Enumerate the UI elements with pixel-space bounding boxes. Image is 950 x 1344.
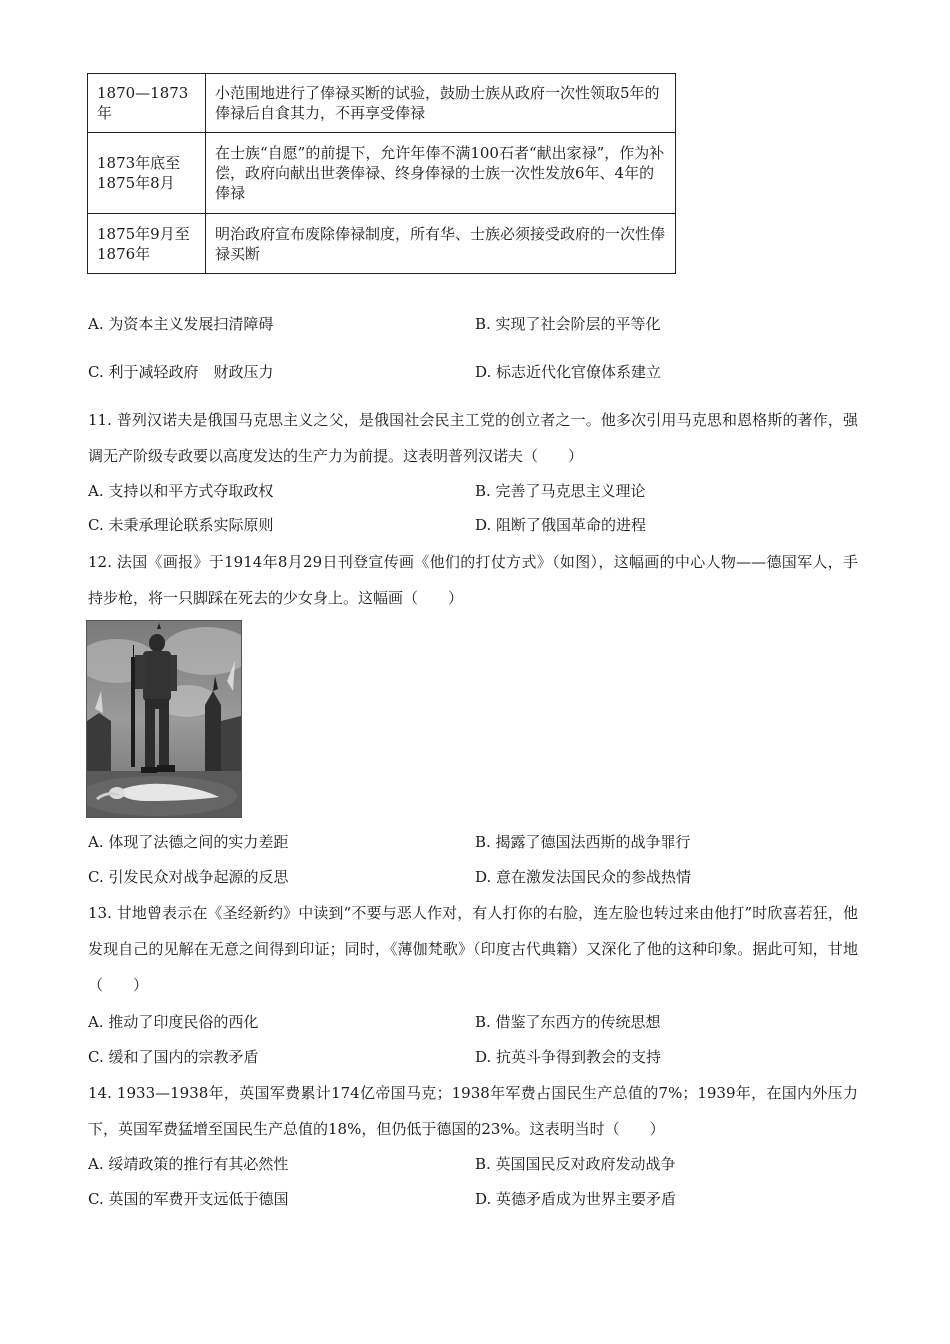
q11-option-d[interactable]: D. 阻断了俄国革命的进程 xyxy=(475,516,647,534)
q14-stem: 14. 1933—1938年，英国军费累计174亿帝国马克；1938年军费占国民生产总值的7%；1939年，在国内外压力下，英国军费猛增至国民生产总值的18%，但仍低于德国的23%。这表明当时（ ） xyxy=(88,1084,858,1138)
q13-option-d[interactable]: D. 抗英斗争得到教会的支持 xyxy=(475,1048,662,1066)
q14-option-a[interactable]: A. 绥靖政策的推行有其必然性 xyxy=(88,1155,289,1173)
q12-option-b[interactable]: B. 揭露了德国法西斯的战争罪行 xyxy=(475,833,691,851)
q13-option-b[interactable]: B. 借鉴了东西方的传统思想 xyxy=(475,1013,661,1031)
q11-option-c[interactable]: C. 未秉承理论联系实际原则 xyxy=(88,516,274,534)
q13-stem: 13. 甘地曾表示在《圣经新约》中读到“不要与恶人作对，有人打你的右脸，连左脸也转过来由他打”时欣喜若狂，他发现自己的见解在无意之间得到印证；同时，《薄伽梵歌》（印度古代典籍）又深化了他的这种印象。据此可知，甘地（ ） xyxy=(88,904,858,994)
q12-option-d[interactable]: D. 意在激发法国民众的参战热情 xyxy=(475,868,692,886)
table-cell-content: 明治政府宣布废除俸禄制度，所有华、士族必须接受政府的一次性俸禄买断 xyxy=(206,214,676,274)
propaganda-illustration xyxy=(86,620,242,818)
q13-option-a[interactable]: A. 推动了印度民俗的西化 xyxy=(88,1013,259,1031)
q12-stem: 12. 法国《画报》于1914年8月29日刊登宣传画《他们的打仗方式》（如图），这幅画的中心人物——德国军人，手持步枪，将一只脚踩在死去的少女身上。这幅画（ ） xyxy=(88,553,858,607)
q11-option-a[interactable]: A. 支持以和平方式夺取政权 xyxy=(88,482,274,500)
table-row xyxy=(88,214,676,274)
q12-option-a[interactable]: A. 体现了法德之间的实力差距 xyxy=(88,833,289,851)
table-cell-content: 在士族“自愿”的前提下，允许年俸不满100石者“献出家禄”，作为补偿，政府向献出世袭俸禄、终身俸禄的士族一次性发放6年、4年的俸禄 xyxy=(206,133,676,214)
table-row xyxy=(88,133,676,214)
q10-option-c[interactable]: C. 利于减轻政府 财政压力 xyxy=(88,363,274,381)
q11-option-b[interactable]: B. 完善了马克思主义理论 xyxy=(475,482,646,500)
q14-option-c[interactable]: C. 英国的军费开支远低于德国 xyxy=(88,1190,289,1208)
q10-option-d[interactable]: D. 标志近代化官僚体系建立 xyxy=(475,363,662,381)
q10-option-b[interactable]: B. 实现了社会阶层的平等化 xyxy=(475,315,661,333)
q12-option-c[interactable]: C. 引发民众对战争起源的反思 xyxy=(88,868,289,886)
q11-stem: 11. 普列汉诺夫是俄国马克思主义之父，是俄国社会民主工党的创立者之一。他多次引用马克思和恩格斯的著作，强调无产阶级专政要以高度发达的生产力为前提。这表明普列汉诺夫（ ） xyxy=(88,411,858,465)
q14-option-b[interactable]: B. 英国国民反对政府发动战争 xyxy=(475,1155,676,1173)
history-table xyxy=(87,73,676,274)
table-row xyxy=(88,74,676,133)
q13-option-c[interactable]: C. 缓和了国内的宗教矛盾 xyxy=(88,1048,259,1066)
soldier-picture xyxy=(87,621,241,817)
table-cell-period: 1870—1873年 xyxy=(88,74,206,133)
table-cell-period: 1875年9月至1876年 xyxy=(88,214,206,274)
table-cell-period: 1873年底至1875年8月 xyxy=(88,133,206,214)
q10-option-a[interactable]: A. 为资本主义发展扫清障碍 xyxy=(88,315,274,333)
table-cell-content: 小范围地进行了俸禄买断的试验，鼓励士族从政府一次性领取5年的俸禄后自食其力，不再享受俸禄 xyxy=(206,74,676,133)
q14-option-d[interactable]: D. 英德矛盾成为世界主要矛盾 xyxy=(475,1190,677,1208)
